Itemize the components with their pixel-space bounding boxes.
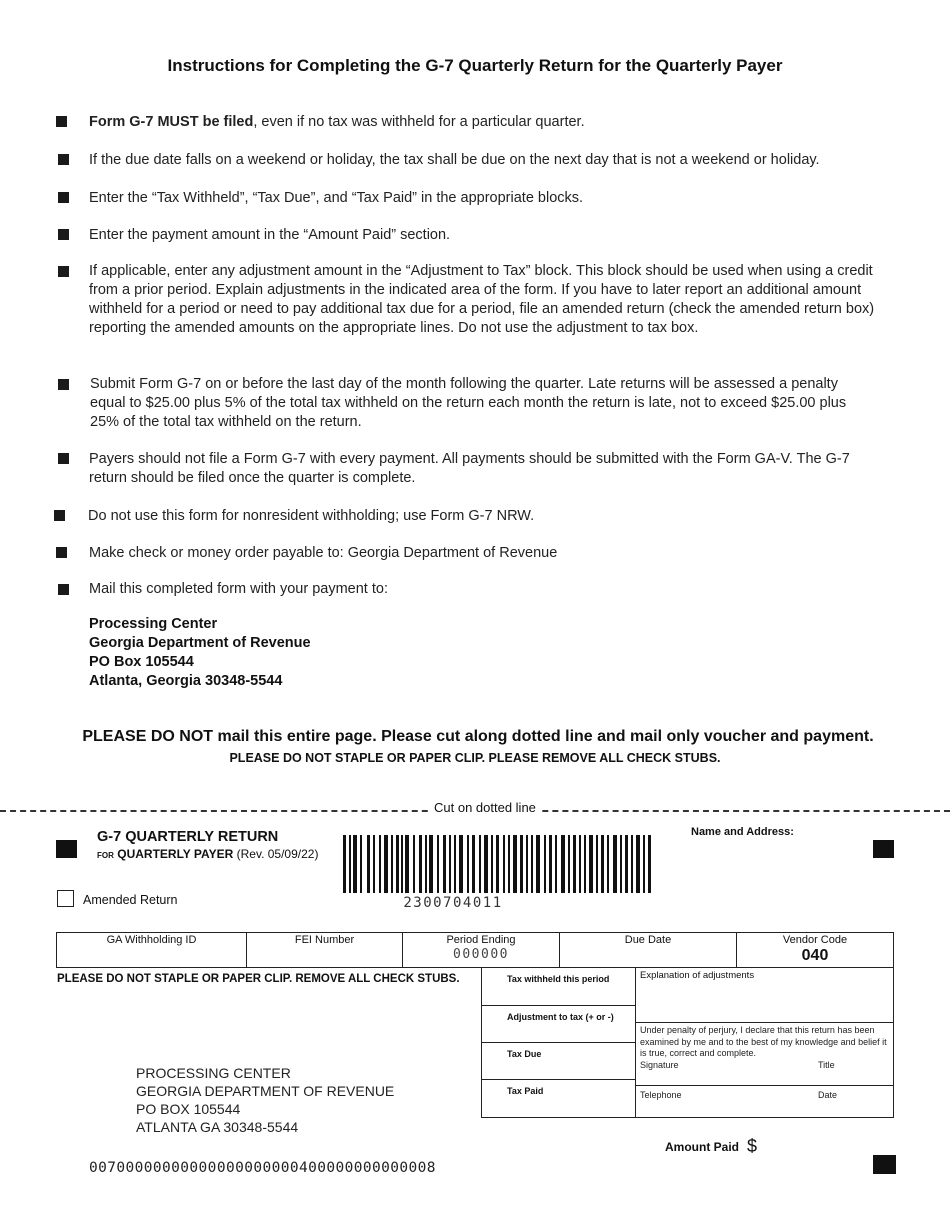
- tax-amounts-block: [481, 968, 894, 1118]
- address-line: GEORGIA DEPARTMENT OF REVENUE: [136, 1083, 395, 1099]
- perjury-statement: Under penalty of perjury, I declare that this return has been examined by me and to the best of my knowledge and belief it is true, correct and complete.: [640, 1025, 887, 1058]
- tax-paid-field[interactable]: [481, 1080, 636, 1118]
- address-line: PO Box 105544: [89, 654, 194, 670]
- fei-number-label: FEI Number: [294, 934, 355, 946]
- instruction-text: Submit Form G-7 on or before the last day of the month following the quarter. Late returns will be assessed a penalty equal to $25.00 plus 5% of the total tax withheld on the return each month the return is late, not to exceed $25.00 plus 25% of the total tax withheld on the return.: [90, 376, 847, 430]
- scan-line: 00700000000000000000000400000000000008: [89, 1160, 436, 1176]
- bullet-icon: [54, 510, 65, 521]
- instruction-text: If the due date falls on a weekend or holiday, the tax shall be due on the next day that is not a weekend or holiday.: [89, 152, 820, 168]
- page-title: Instructions for Completing the G-7 Quarterly Return for the Quarterly Payer: [167, 56, 783, 75]
- registration-mark-icon: [873, 840, 894, 858]
- due-date-label: Due Date: [624, 934, 672, 946]
- barcode-icon: [343, 835, 653, 893]
- bullet-icon: [58, 584, 69, 595]
- period-ending-value: 000000: [453, 947, 509, 962]
- instruction-item: [89, 262, 887, 338]
- bullet-icon: [58, 266, 69, 277]
- adjustment-field[interactable]: [481, 1006, 636, 1043]
- instruction-item: [89, 450, 864, 488]
- name-address-label: Name and Address:: [691, 826, 794, 838]
- bullet-icon: [56, 116, 67, 127]
- address-line: Processing Center: [89, 616, 218, 632]
- title-label: Title: [818, 1059, 835, 1070]
- bullet-icon: [56, 547, 67, 558]
- revision-date: (Rev. 05/09/22): [236, 847, 319, 861]
- registration-mark-icon: [873, 1155, 896, 1174]
- address-line: Georgia Department of Revenue: [89, 635, 311, 651]
- contact-block: [636, 1086, 894, 1118]
- voucher-staple-note: PLEASE DO NOT STAPLE OR PAPER CLIP. REMOVE ALL CHECK STUBS.: [57, 973, 460, 985]
- registration-mark-icon: [56, 840, 77, 858]
- instruction-item: [89, 189, 889, 208]
- amended-return-checkbox[interactable]: [57, 890, 74, 907]
- id-fields-row: [56, 932, 894, 968]
- tax-withheld-field[interactable]: [481, 968, 636, 1006]
- instruction-item: [89, 226, 889, 245]
- period-ending-field[interactable]: [403, 933, 560, 967]
- voucher-subtitle: [97, 847, 318, 861]
- bullet-icon: [58, 192, 69, 203]
- due-date-field[interactable]: [560, 933, 737, 967]
- tax-withheld-label: Tax withheld this period: [507, 974, 610, 984]
- mailing-address: [89, 615, 311, 691]
- signature-label: Signature: [640, 1059, 679, 1070]
- adjustment-label: Adjustment to tax (+ or -): [507, 1012, 614, 1022]
- amount-paid-field[interactable]: $: [747, 1136, 758, 1156]
- date-label: Date: [818, 1090, 838, 1100]
- barcode-number: 2300704011: [403, 895, 503, 911]
- amended-return-label: Amended Return: [83, 893, 178, 907]
- signature-block: [636, 1023, 894, 1086]
- explanation-field[interactable]: [636, 968, 894, 1023]
- address-line: PROCESSING CENTER: [136, 1065, 291, 1081]
- tax-paid-label: Tax Paid: [507, 1086, 544, 1096]
- vendor-code-label: Vendor Code: [782, 934, 848, 946]
- instruction-text: Enter the payment amount in the “Amount Paid” section.: [89, 227, 451, 243]
- payer-label: QUARTERLY PAYER: [117, 847, 234, 861]
- instruction-text: Do not use this form for nonresident withholding; use Form G-7 NRW.: [88, 508, 535, 524]
- instruction-bold: Form G-7 MUST be filed: [89, 114, 254, 130]
- staple-notice: PLEASE DO NOT STAPLE OR PAPER CLIP. PLEASE REMOVE ALL CHECK STUBS.: [229, 751, 721, 765]
- tax-due-label: Tax Due: [507, 1049, 542, 1059]
- tax-due-field[interactable]: [481, 1043, 636, 1080]
- instruction-text: Make check or money order payable to: Georgia Department of Revenue: [89, 545, 558, 561]
- vendor-code-value: 040: [801, 947, 829, 964]
- bullet-icon: [58, 453, 69, 464]
- instruction-text: If applicable, enter any adjustment amount in the “Adjustment to Tax” block. This block should be used when using a credit from a prior period. Explain adjustments in the indicated area of the form. If you have to later report an additional amount withheld for a period or need to pay additional tax due for a period, file an amended return (check the amended return box) reporting the amended amounts on the appropriate lines. Do not use the adjustment to tax box.: [89, 263, 875, 336]
- cut-label: Cut on dotted line: [428, 800, 542, 815]
- telephone-label: Telephone: [640, 1090, 682, 1100]
- processing-center-address: [136, 1064, 394, 1136]
- period-ending-label: Period Ending: [446, 934, 516, 946]
- bullet-icon: [58, 154, 69, 165]
- address-line: PO BOX 105544: [136, 1101, 241, 1117]
- voucher-title: G-7 QUARTERLY RETURN: [97, 829, 279, 845]
- mail-notice: PLEASE DO NOT mail this entire page. Please cut along dotted line and mail only voucher and payment.: [82, 728, 874, 745]
- instruction-text: Mail this completed form with your payment to:: [89, 581, 388, 597]
- vendor-code-field: [737, 933, 893, 967]
- fei-number-field[interactable]: [247, 933, 403, 967]
- address-line: Atlanta, Georgia 30348-5544: [89, 673, 283, 689]
- instruction-text: , even if no tax was withheld for a particular quarter.: [253, 114, 585, 130]
- instruction-item: [89, 151, 889, 170]
- instruction-item: [89, 113, 889, 132]
- instruction-item: [89, 544, 889, 563]
- instruction-item: [88, 507, 888, 526]
- address-line: ATLANTA GA 30348-5544: [136, 1119, 299, 1135]
- ga-withholding-id-label: GA Withholding ID: [106, 934, 197, 946]
- instruction-text: Payers should not file a Form G-7 with every payment. All payments should be submitted with the Form GA-V. The G-7 return should be filed once the quarter is complete.: [89, 451, 850, 486]
- explanation-label: Explanation of adjustments: [640, 970, 755, 981]
- amount-paid-label: Amount Paid: [665, 1140, 739, 1154]
- bullet-icon: [58, 229, 69, 240]
- ga-withholding-id-field[interactable]: [57, 933, 247, 967]
- instruction-item: [90, 375, 872, 432]
- bullet-icon: [58, 379, 69, 390]
- instruction-item: [89, 580, 889, 599]
- instruction-text: Enter the “Tax Withheld”, “Tax Due”, and “Tax Paid” in the appropriate blocks.: [89, 190, 584, 206]
- for-label: FOR: [97, 851, 114, 860]
